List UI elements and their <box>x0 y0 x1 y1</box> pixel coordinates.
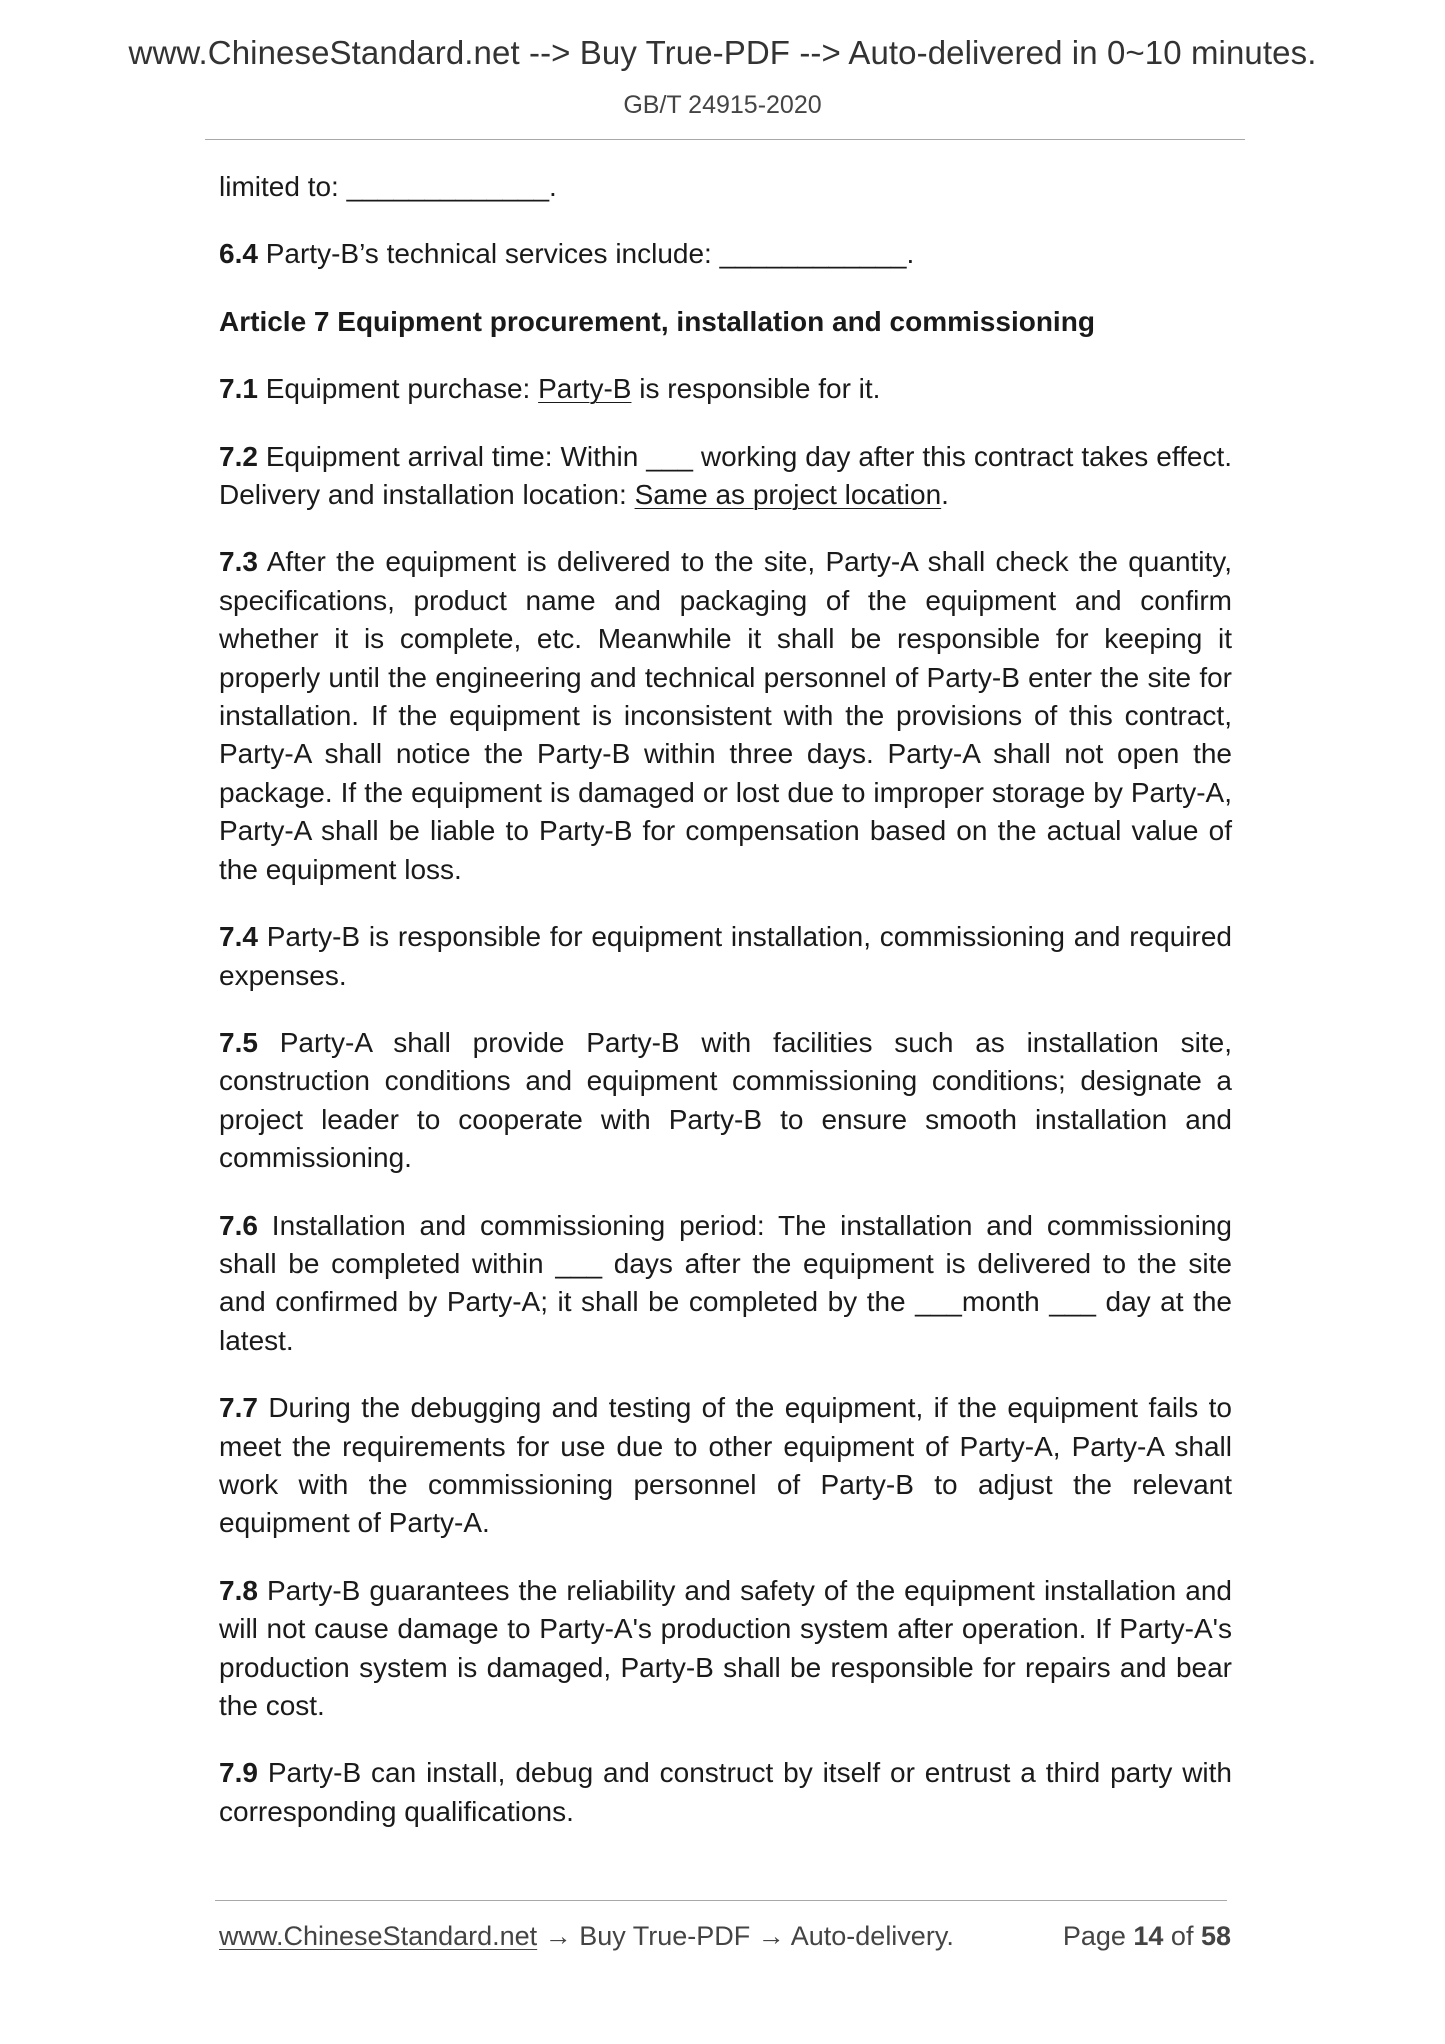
clause-text: During the debugging and testing of the equipment, if the equipment fails to meet the requirements for use due to other equipment of Party-A, Party-A shall work with the commissioning personnel of Party-B to adjust the relevant equipment of Party-A. <box>219 1392 1232 1539</box>
footer-promo <box>219 1921 954 1952</box>
clause-text: Party-A shall provide Party-B with facilities such as installation site, construction conditions and equipment commissioning conditions; designate a project leader to cooperate with Party-B to ensure smooth installation and commissioning. <box>219 1026 1232 1174</box>
page-of-label: of <box>1163 1921 1201 1951</box>
clause-text: Party-B can install, debug and construct by itself or entrust a third party with corresponding qualifications. <box>219 1757 1232 1827</box>
footer-divider <box>215 1900 1227 1901</box>
clause-text-end: is responsible for it. <box>631 373 881 405</box>
clause-7-5 <box>219 1024 1232 1178</box>
clause-6-4 <box>219 235 1232 273</box>
clause-text: Party-B guarantees the reliability and safety of the equipment installation and will not cause damage to Party-A's production system after operation. If Party-A's production system is damaged, Party-B shall be responsible for repairs and bear the cost. <box>219 1574 1232 1721</box>
paragraph-text: limited to: _____________. <box>219 171 557 202</box>
top-banner: www.ChineseStandard.net --> Buy True-PDF --> Auto-delivered in 0~10 minutes. <box>128 34 1317 71</box>
total-pages: 58 <box>1200 1921 1231 1951</box>
clause-7-4 <box>219 918 1232 995</box>
clause-number: 6.4 <box>219 238 258 270</box>
page-number: 14 <box>1133 1921 1164 1951</box>
clause-text: Equipment purchase: <box>257 373 539 405</box>
page-indicator <box>1063 1921 1231 1952</box>
clause-number: 7.2 <box>219 440 258 472</box>
clause-text: Equipment arrival time: Within ___ working day after this contract takes effect. Delivery and installation location: <box>219 440 1232 511</box>
page-footer <box>219 1921 1231 1957</box>
clause-number: 7.6 <box>219 1209 258 1241</box>
document-body <box>219 168 1232 1831</box>
header-divider <box>205 139 1245 140</box>
clause-text: Party-B is responsible for equipment installation, commissioning and required expenses. <box>219 921 1232 991</box>
article-7-heading: Article 7 Equipment procurement, installation and commissioning <box>219 305 1095 337</box>
paragraph-6-3-continued <box>219 168 1232 206</box>
underlined-value: Party-B <box>538 373 632 405</box>
clause-text: Party-B’s technical services include: ____________. <box>257 238 915 270</box>
clause-text-end: . <box>941 479 949 511</box>
footer-site-link[interactable]: www.ChineseStandard.net <box>219 1921 538 1951</box>
clause-text: After the equipment is delivered to the site, Party-A shall check the quantity, specifications, product name and packaging of the equipment and confirm whether it is complete, etc. Meanwhile it shall be responsible for keeping it properly until the engineering and technical personnel of Party-B enter the site for installation. If the equipment is inconsistent with the provisions of this contract, Party-A shall notice the Party-B within three days. Party-A shall not open the package. If the equipment is damaged or lost due to improper storage by Party-A, Party-A shall be liable to Party-B for compensation based on the actual value of the equipment loss. <box>219 546 1232 885</box>
underlined-value: Same as project location <box>634 479 942 511</box>
clause-number: 7.8 <box>219 1574 258 1606</box>
clause-number: 7.9 <box>219 1757 258 1789</box>
clause-number: 7.7 <box>219 1392 258 1424</box>
clause-7-1 <box>219 370 1232 408</box>
clause-7-8 <box>219 1572 1232 1726</box>
clause-number: 7.5 <box>219 1026 258 1058</box>
clause-7-2 <box>219 438 1232 515</box>
footer-tagline: → Buy True-PDF → Auto-delivery. <box>537 1921 954 1951</box>
clause-number: 7.1 <box>219 373 258 405</box>
standard-code: GB/T 24915-2020 <box>623 91 822 119</box>
clause-7-6 <box>219 1207 1232 1361</box>
clause-number: 7.4 <box>219 921 258 953</box>
clause-7-9 <box>219 1754 1232 1831</box>
clause-7-7 <box>219 1389 1232 1543</box>
page-label: Page <box>1062 1921 1134 1951</box>
clause-number: 7.3 <box>219 546 258 578</box>
clause-7-3 <box>219 543 1232 889</box>
clause-text: Installation and commissioning period: The installation and commissioning shall be completed within ___ days after the equipment is delivered to the site and confirmed by Party-A; it shall be completed by the ___month ___ day at the latest. <box>219 1209 1232 1356</box>
